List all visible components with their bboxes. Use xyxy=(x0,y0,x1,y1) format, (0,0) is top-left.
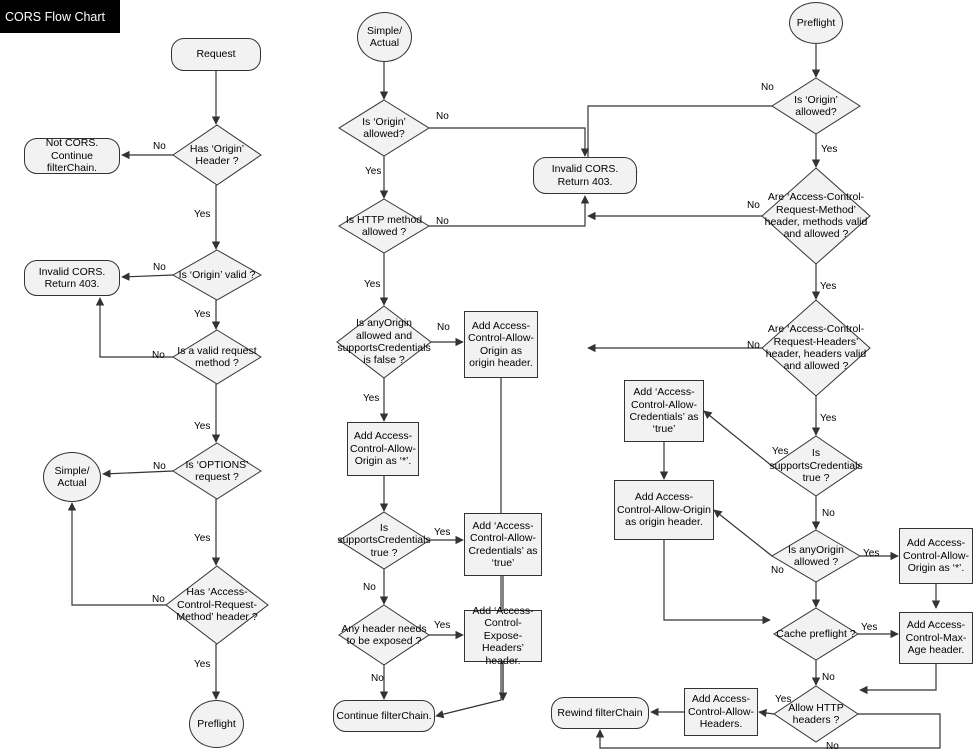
node-label: Is anyOrigin allowed and supportsCredentials is false ? xyxy=(337,317,431,367)
node-preflight-left[interactable]: Preflight xyxy=(189,700,244,748)
edge-label: No xyxy=(747,340,760,351)
node-add-acao-star-right[interactable]: Add Access-Control-Allow-Origin as ‘*’. xyxy=(899,528,973,584)
edge-label: No xyxy=(436,216,449,227)
edge-label: No xyxy=(153,461,166,472)
node-acr-method-valid[interactable] xyxy=(762,168,870,264)
node-anyorigin-and-not-credentials[interactable] xyxy=(337,306,431,378)
edge-label: Yes xyxy=(821,144,838,155)
edge-label: No xyxy=(436,111,449,122)
edge-label: No xyxy=(822,672,835,683)
edge-label: Yes xyxy=(434,527,451,538)
edge-label: Yes xyxy=(434,620,451,631)
edge-label: Yes xyxy=(194,309,211,320)
node-label: Is HTTP method allowed ? xyxy=(345,213,423,238)
node-label: Is a valid request method ? xyxy=(177,344,257,369)
page-title: CORS Flow Chart xyxy=(0,0,120,33)
edge-label: No xyxy=(153,141,166,152)
node-label: Cache preflight ? xyxy=(776,627,856,640)
node-preflight-start[interactable]: Preflight xyxy=(789,2,843,44)
node-label: Is supportsCredentials true ? xyxy=(769,447,863,485)
edge-label: No xyxy=(371,673,384,684)
edge-label: Yes xyxy=(863,548,880,559)
node-is-origin-allowed-middle[interactable] xyxy=(339,100,429,156)
edge-label: No xyxy=(747,200,760,211)
node-rewind-filterchain[interactable]: Rewind filterChain xyxy=(551,697,649,729)
node-has-origin-header[interactable] xyxy=(173,125,261,185)
node-label: Allow HTTP headers ? xyxy=(788,701,844,726)
edge-label: Yes xyxy=(772,446,789,457)
edge-label: No xyxy=(822,508,835,519)
node-acr-headers-valid[interactable] xyxy=(762,300,870,396)
node-request[interactable]: Request xyxy=(171,38,261,71)
node-supports-credentials-right[interactable] xyxy=(769,436,863,496)
edge-label: No xyxy=(363,582,376,593)
node-add-expose-headers[interactable]: Add ‘Access-Control-Expose-Headers’ header. xyxy=(464,610,542,662)
node-add-allow-headers[interactable]: Add Access-Control-Allow-Headers. xyxy=(684,688,758,736)
node-any-header-exposed[interactable] xyxy=(339,605,429,665)
node-is-http-method-allowed[interactable] xyxy=(339,199,429,253)
node-label: Is ‘OPTIONS’ request ? xyxy=(185,458,249,483)
node-label: Has ‘Access-Control-Request-Method’ header ? xyxy=(176,586,258,624)
edge-label: No xyxy=(152,350,165,361)
edge-label: Yes xyxy=(363,393,380,404)
edge-label: Yes xyxy=(364,279,381,290)
node-label: Has ‘Origin’ Header ? xyxy=(189,142,245,167)
edge-label: No xyxy=(771,565,784,576)
node-simple-actual-left[interactable]: Simple/ Actual xyxy=(43,452,101,502)
node-is-origin-valid[interactable] xyxy=(173,250,261,300)
edge-label: Yes xyxy=(365,166,382,177)
node-invalid-cors-left[interactable]: Invalid CORS. Return 403. xyxy=(24,260,120,296)
edge-label: Yes xyxy=(194,533,211,544)
edge-label: No xyxy=(152,594,165,605)
node-label: Are ‘Access-Control-Request-Headers’ header, headers valid and allowed ? xyxy=(765,323,867,373)
node-is-options-request[interactable] xyxy=(173,443,261,499)
node-add-acao-star-middle[interactable]: Add Access-Control-Allow-Origin as ‘*’. xyxy=(347,422,419,476)
edge-label: Yes xyxy=(820,281,837,292)
node-label: Are ‘Access-Control-Request-Method’ header, methods valid and allowed ? xyxy=(764,191,868,241)
node-add-acao-origin-right[interactable]: Add Access-Control-Allow-Origin as origin header. xyxy=(614,480,714,540)
node-add-max-age-header[interactable]: Add Access-Control-Max-Age header. xyxy=(899,612,973,664)
node-is-valid-request-method[interactable] xyxy=(173,330,261,384)
edge-label: Yes xyxy=(775,694,792,705)
edge-label: No xyxy=(437,322,450,333)
edge-label: Yes xyxy=(194,421,211,432)
node-cache-preflight[interactable] xyxy=(774,608,858,660)
node-label: Is ‘Origin’ allowed? xyxy=(794,93,838,118)
node-not-cors-continue[interactable]: Not CORS. Continue filterChain. xyxy=(24,138,120,174)
edge-label: No xyxy=(826,741,839,752)
node-simple-actual-start[interactable]: Simple/ Actual xyxy=(357,12,412,62)
node-has-acr-method-header[interactable] xyxy=(166,566,268,644)
node-continue-filterchain[interactable]: Continue filterChain. xyxy=(333,700,435,732)
edge-label: Yes xyxy=(861,622,878,633)
edge-label: Yes xyxy=(194,209,211,220)
node-supports-credentials-middle[interactable] xyxy=(339,512,429,569)
node-is-origin-allowed-right[interactable] xyxy=(772,78,860,134)
edge-label: No xyxy=(153,262,166,273)
node-label: Is anyOrigin allowed ? xyxy=(787,543,845,568)
node-label: Is supportsCredentials true ? xyxy=(337,521,431,559)
node-label: Is ‘Origin’ valid ? xyxy=(178,268,256,281)
node-anyorigin-allowed-right[interactable] xyxy=(772,530,860,582)
node-label: Any header needs to be exposed ? xyxy=(341,622,427,647)
node-invalid-cors-middle[interactable]: Invalid CORS. Return 403. xyxy=(533,157,637,194)
edge-label: Yes xyxy=(194,659,211,670)
node-add-acao-origin-middle[interactable]: Add Access-Control-Allow-Origin as origin header. xyxy=(464,311,538,378)
edge-label: No xyxy=(761,82,774,93)
edge-label: Yes xyxy=(820,413,837,424)
node-add-acac-true-right[interactable]: Add ‘Access-Control-Allow-Credentials’ as ‘true’ xyxy=(624,380,704,442)
node-label: Is ‘Origin’ allowed? xyxy=(362,115,406,140)
node-add-acac-true-middle[interactable]: Add ‘Access-Control-Allow-Credentials’ as ‘true’ xyxy=(464,513,542,576)
